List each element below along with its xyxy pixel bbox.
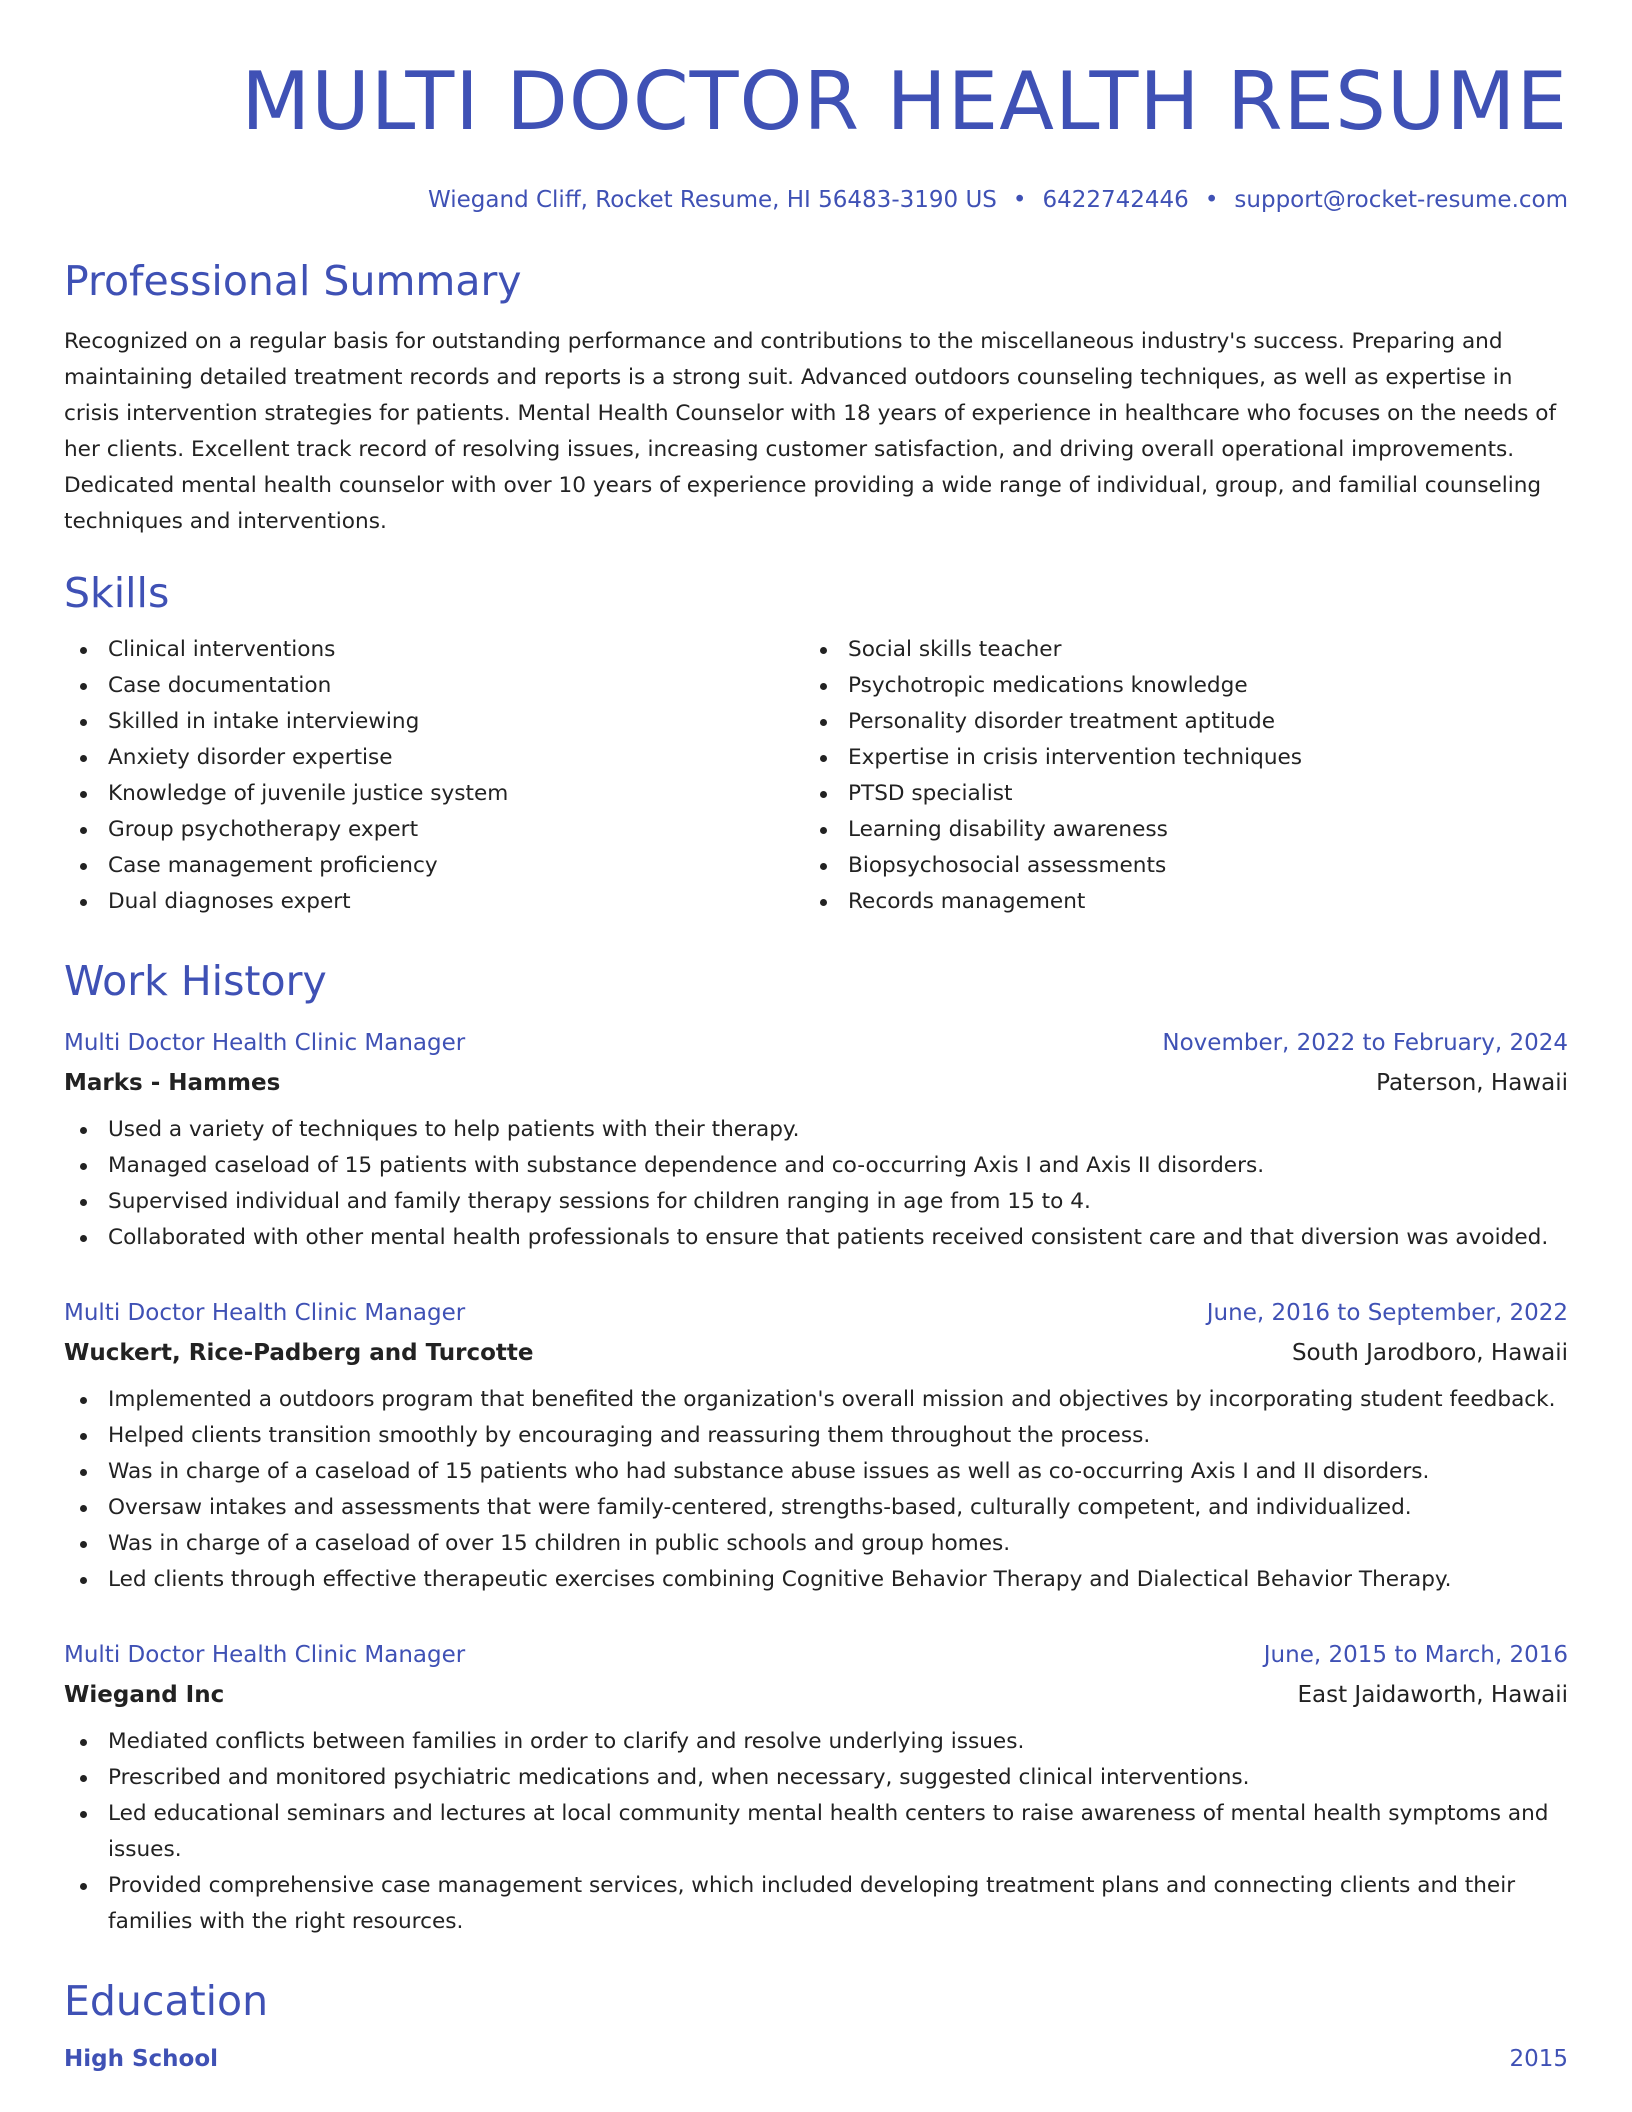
skill-item: Case management proficiency — [64, 848, 804, 884]
skill-item: Skilled in intake interviewing — [64, 704, 804, 740]
work-history-heading: Work History — [64, 957, 327, 1005]
job-bullet: Mediated conflicts between families in order to clarify and resolve underlying issues. — [64, 1724, 1568, 1760]
job-title: Multi Doctor Health Clinic Manager — [64, 1642, 466, 1668]
skill-item: Group psychotherapy expert — [64, 812, 804, 848]
job-bullet: Was in charge of a caseload of over 15 children in public schools and group homes. — [64, 1526, 1568, 1562]
job-subheader — [64, 1338, 1568, 1368]
education-heading: Education — [64, 1977, 269, 2025]
job-bullet: Collaborated with other mental health professionals to ensure that patients received consistent care and that diversion was avoided. — [64, 1220, 1568, 1256]
job-bullets — [64, 1382, 1568, 1598]
job-entry — [64, 1028, 1568, 1256]
job-entry — [64, 1640, 1568, 1940]
education-degree: High School — [64, 2046, 219, 2072]
job-company: Marks - Hammes — [64, 1070, 281, 1096]
skill-item: Case documentation — [64, 668, 804, 704]
job-bullet: Implemented a outdoors program that benefited the organization's overall mission and objectives by incorporating student feedback. — [64, 1382, 1568, 1418]
summary-text: Recognized on a regular basis for outstanding performance and contributions to the miscellaneous industry's success. Preparing and maintaining detailed treatment records and reports is a strong suit. Advanced outdoors counseling techniques, as well as expertise in crisis intervention strategies for patients. Mental Health Counselor with 18 years of experience in healthcare who focuses on the needs of her clients. Excellent track record of resolving issues, increasing customer satisfaction, and driving overall operational improvements. Dedicated mental health counselor with over 10 years of experience providing a wide range of individual, group, and familial counseling techniques and interventions. — [64, 329, 1557, 534]
skill-item: Learning disability awareness — [804, 812, 1540, 848]
job-bullet: Was in charge of a caseload of 15 patients who had substance abuse issues as well as co-occurring Axis I and II disorders. — [64, 1454, 1568, 1490]
job-subheader — [64, 1068, 1568, 1098]
job-title: Multi Doctor Health Clinic Manager — [64, 1300, 466, 1326]
skills-column-left — [64, 632, 804, 920]
skill-item: Anxiety disorder expertise — [64, 740, 804, 776]
job-dates: June, 2015 to March, 2016 — [1263, 1642, 1568, 1668]
job-bullets — [64, 1112, 1568, 1256]
resume-name: MULTI DOCTOR HEALTH RESUME — [241, 55, 1568, 148]
job-header — [64, 1028, 1568, 1058]
job-bullet: Provided comprehensive case management services, which included developing treatment plans and connecting clients and their families with the right resources. — [64, 1868, 1568, 1940]
skill-item: Psychotropic medications knowledge — [804, 668, 1540, 704]
skills-heading: Skills — [64, 569, 170, 617]
skill-item: Biopsychosocial assessments — [804, 848, 1540, 884]
job-bullet: Supervised individual and family therapy sessions for children ranging in age from 15 to 4. — [64, 1184, 1568, 1220]
education-entry — [64, 2044, 1568, 2074]
job-bullet: Oversaw intakes and assessments that were family-centered, strengths-based, culturally competent, and individualized. — [64, 1490, 1568, 1526]
job-subheader — [64, 1680, 1568, 1710]
job-company: Wuckert, Rice-Padberg and Turcotte — [64, 1340, 534, 1366]
skill-item: Clinical interventions — [64, 632, 804, 668]
contact-line — [64, 186, 1568, 214]
job-bullet: Prescribed and monitored psychiatric medications and, when necessary, suggested clinical interventions. — [64, 1760, 1568, 1796]
job-bullet: Helped clients transition smoothly by encouraging and reassuring them throughout the process. — [64, 1418, 1568, 1454]
education-year: 2015 — [1509, 2046, 1568, 2072]
job-company: Wiegand Inc — [64, 1682, 225, 1708]
skill-item: Knowledge of juvenile justice system — [64, 776, 804, 812]
job-location: East Jaidaworth, Hawaii — [1297, 1682, 1568, 1708]
job-bullet: Led educational seminars and lectures at local community mental health centers to raise awareness of mental health symptoms and issues. — [64, 1796, 1568, 1868]
skills-column-right — [804, 632, 1540, 920]
skill-item: Personality disorder treatment aptitude — [804, 704, 1540, 740]
job-bullet: Managed caseload of 15 patients with substance dependence and co-occurring Axis I and Axis II disorders. — [64, 1148, 1568, 1184]
job-header — [64, 1640, 1568, 1670]
summary-heading: Professional Summary — [64, 257, 522, 305]
job-dates: June, 2016 to September, 2022 — [1206, 1300, 1568, 1326]
job-bullets — [64, 1724, 1568, 1940]
job-entry — [64, 1298, 1568, 1598]
skill-item: Social skills teacher — [804, 632, 1540, 668]
skill-item: Expertise in crisis intervention techniques — [804, 740, 1540, 776]
job-location: Paterson, Hawaii — [1376, 1070, 1568, 1096]
job-title: Multi Doctor Health Clinic Manager — [64, 1030, 466, 1056]
job-bullet: Led clients through effective therapeutic exercises combining Cognitive Behavior Therapy and Dialectical Behavior Therapy. — [64, 1562, 1568, 1598]
contact-email: support@rocket-resume.com — [1234, 187, 1568, 213]
job-header — [64, 1298, 1568, 1328]
skills-list — [64, 632, 1568, 920]
skill-item: Records management — [804, 884, 1540, 920]
job-location: South Jarodboro, Hawaii — [1291, 1340, 1568, 1366]
job-dates: November, 2022 to February, 2024 — [1162, 1030, 1568, 1056]
skill-item: Dual diagnoses expert — [64, 884, 804, 920]
contact-separator: • — [1012, 187, 1027, 213]
contact-phone: 6422742446 — [1042, 187, 1189, 213]
job-bullet: Used a variety of techniques to help patients with their therapy. — [64, 1112, 1568, 1148]
skill-item: PTSD specialist — [804, 776, 1540, 812]
contact-separator: • — [1204, 187, 1219, 213]
contact-address: Wiegand Cliff, Rocket Resume, HI 56483-3190 US — [428, 187, 997, 213]
